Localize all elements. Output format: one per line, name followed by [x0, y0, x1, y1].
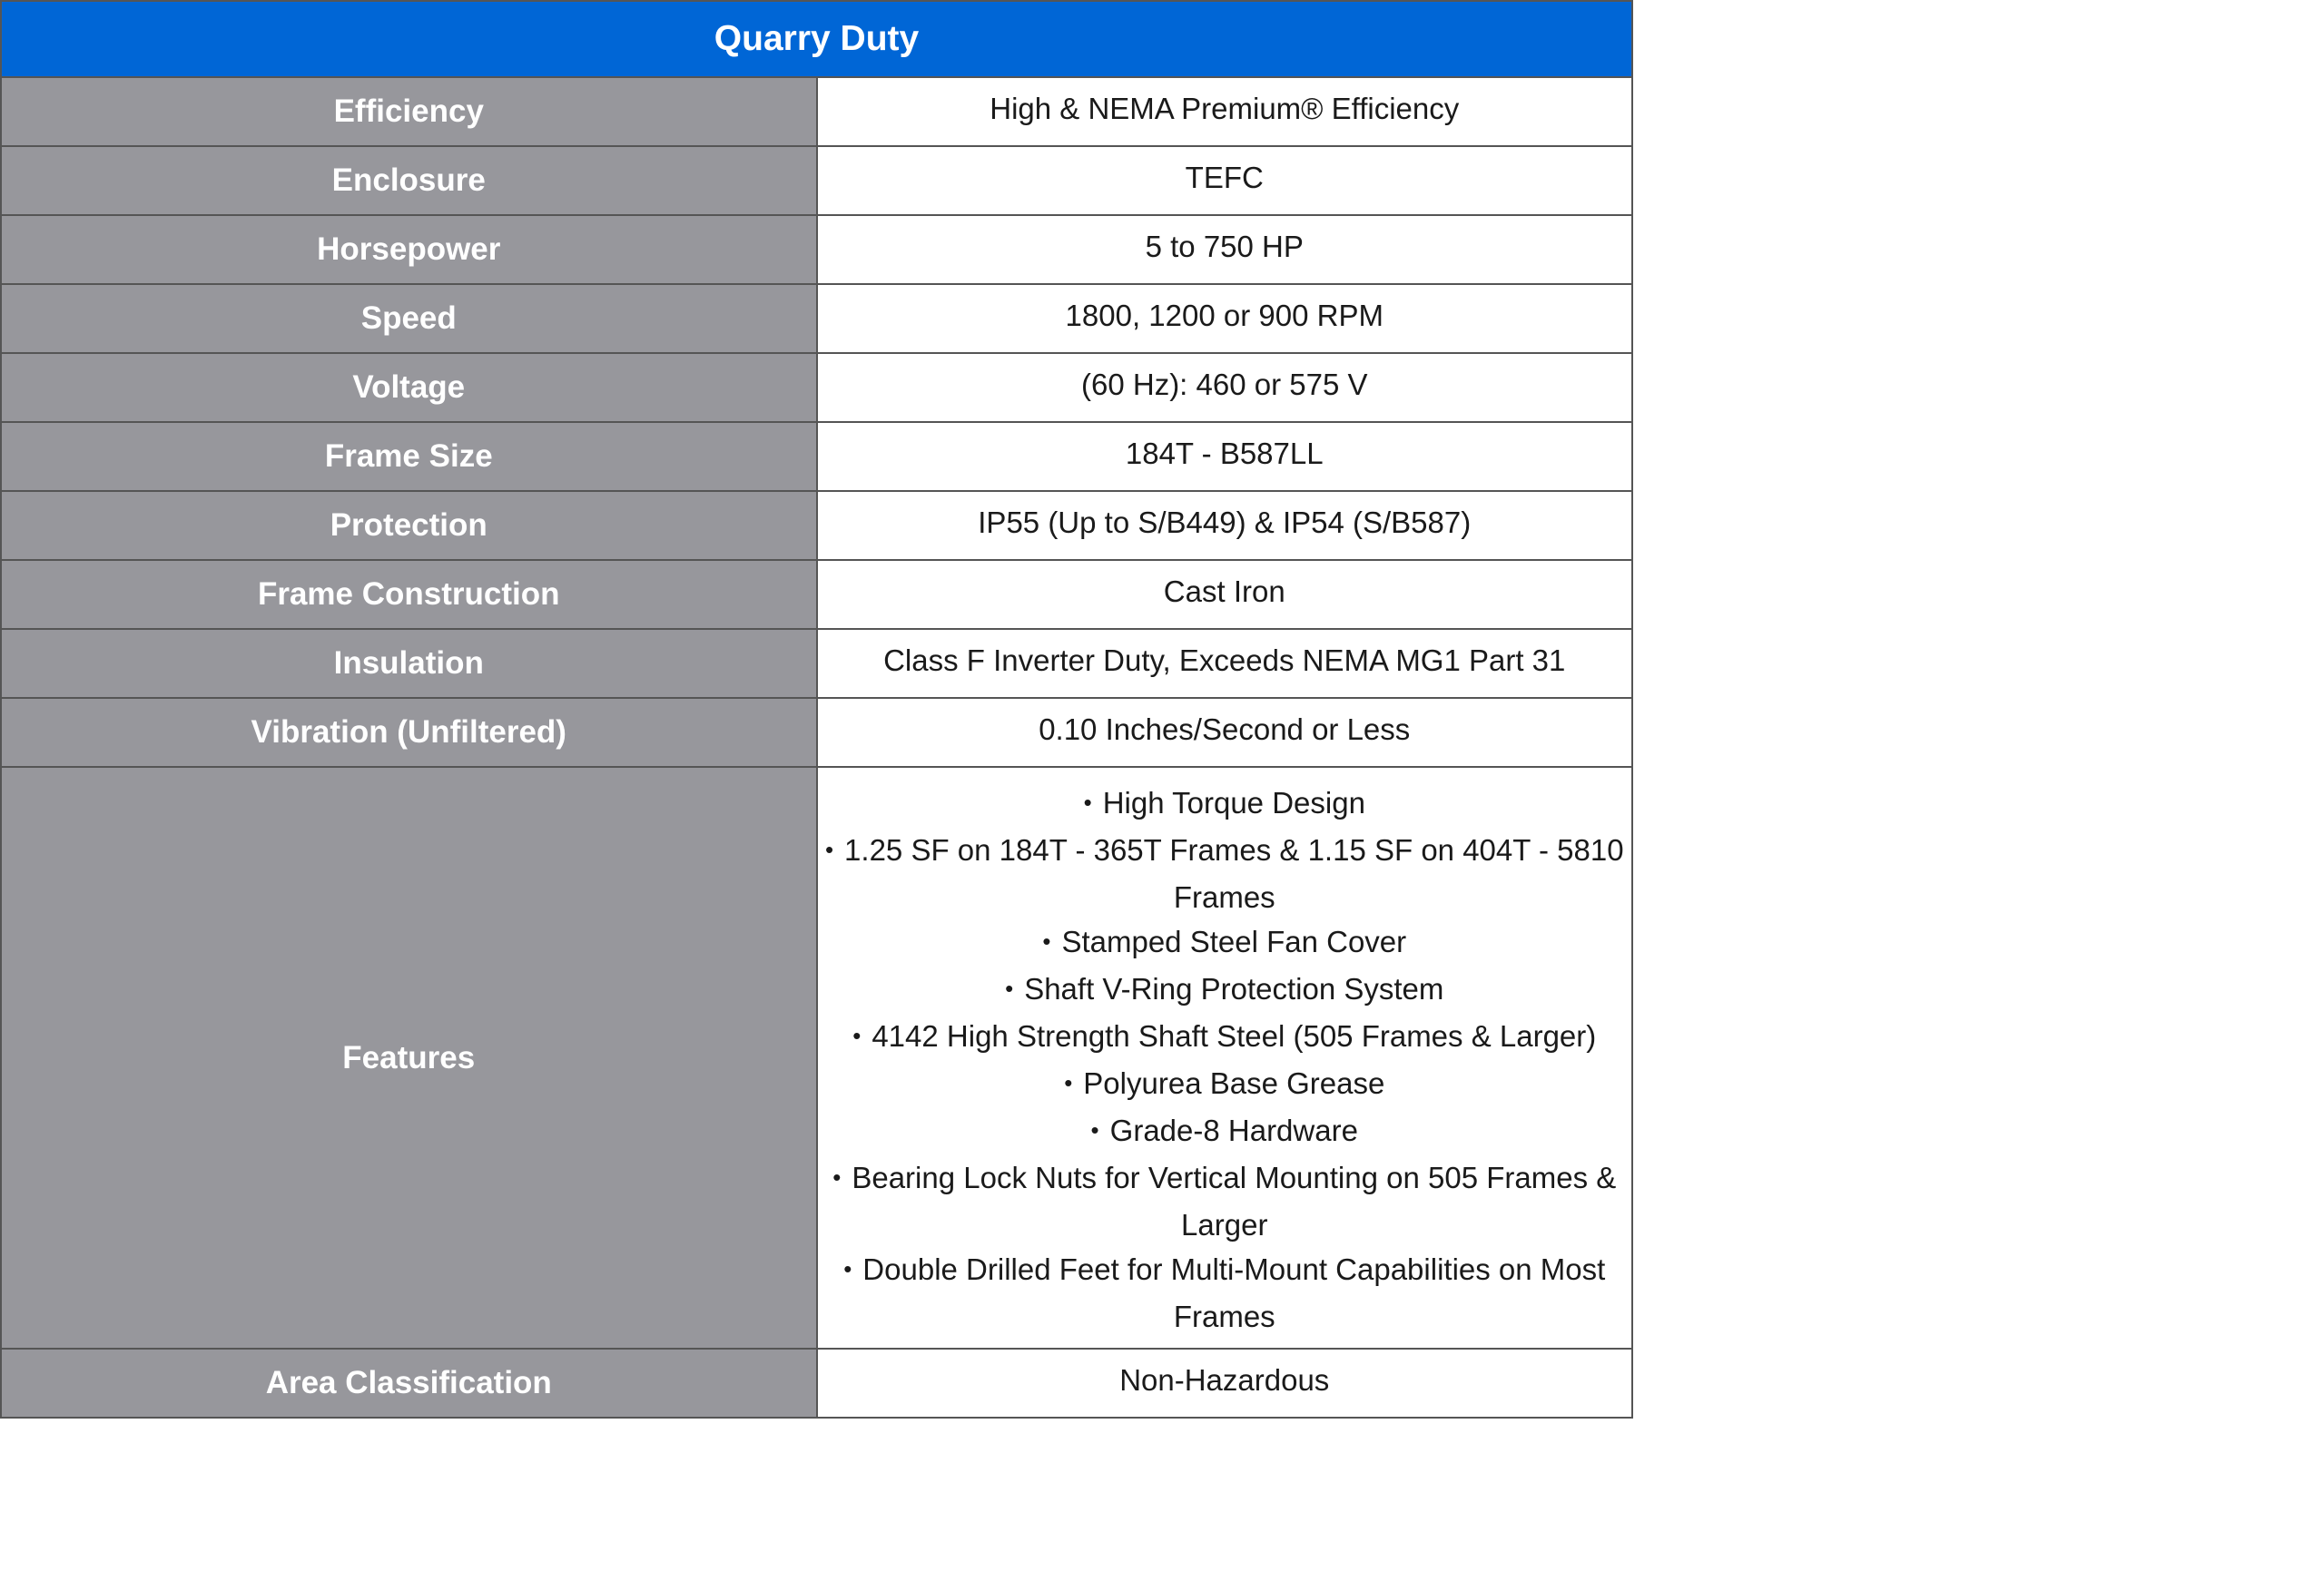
spec-value: TEFC — [1185, 161, 1264, 194]
spec-label: Vibration (Unfiltered) — [1, 698, 817, 767]
spec-value-cell — [817, 698, 1633, 767]
spec-value-cell — [817, 77, 1633, 146]
title-row — [1, 1, 1632, 77]
spec-value: 5 to 750 HP — [1145, 230, 1304, 263]
spec-value: 184T - B587LL — [1125, 437, 1324, 470]
bullet-icon: • — [1064, 1069, 1073, 1096]
spec-value-cell — [817, 629, 1633, 698]
feature-text: Polyurea Base Grease — [1083, 1066, 1385, 1100]
feature-text: High Torque Design — [1102, 786, 1365, 820]
feature-item — [818, 828, 1632, 919]
spec-value-cell — [817, 215, 1633, 284]
feature-item — [818, 1155, 1632, 1247]
table-title: Quarry Duty — [1, 1, 1632, 77]
feature-item — [818, 1247, 1632, 1339]
spec-value: IP55 (Up to S/B449) & IP54 (S/B587) — [978, 506, 1472, 539]
feature-item — [818, 919, 1632, 967]
feature-item — [818, 967, 1632, 1014]
spec-label: Efficiency — [1, 77, 817, 146]
spec-row-enclosure — [1, 146, 1632, 215]
spec-label: Horsepower — [1, 215, 817, 284]
spec-row-features — [1, 767, 1632, 1349]
spec-label: Area Classification — [1, 1349, 817, 1418]
spec-value-cell — [817, 146, 1633, 215]
spec-label: Features — [1, 767, 817, 1349]
spec-label: Enclosure — [1, 146, 817, 215]
feature-text: 4142 High Strength Shaft Steel (505 Frames & Larger) — [872, 1019, 1597, 1053]
features-cell — [817, 767, 1633, 1349]
spec-value: (60 Hz): 460 or 575 V — [1081, 368, 1368, 401]
spec-row-frame-construction — [1, 560, 1632, 629]
spec-row-horsepower — [1, 215, 1632, 284]
spec-table-body — [1, 1, 1632, 1418]
feature-text: Double Drilled Feet for Multi-Mount Capabilities on Most Frames — [862, 1252, 1606, 1333]
spec-value: High & NEMA Premium® Efficiency — [990, 92, 1460, 125]
spec-value: Cast Iron — [1163, 574, 1285, 608]
spec-label: Protection — [1, 491, 817, 560]
feature-item — [818, 1061, 1632, 1108]
spec-value-cell — [817, 284, 1633, 353]
feature-item — [818, 1014, 1632, 1061]
bullet-icon: • — [832, 1164, 842, 1191]
spec-value-cell — [817, 1349, 1633, 1418]
spec-value: Non-Hazardous — [1119, 1363, 1330, 1397]
bullet-icon: • — [843, 1255, 852, 1282]
features-list — [818, 768, 1632, 1348]
spec-label: Speed — [1, 284, 817, 353]
feature-text: Stamped Steel Fan Cover — [1061, 925, 1407, 958]
spec-row-area-classification — [1, 1349, 1632, 1418]
feature-item — [818, 781, 1632, 828]
spec-value: 0.10 Inches/Second or Less — [1039, 712, 1411, 746]
spec-label: Voltage — [1, 353, 817, 422]
spec-row-protection — [1, 491, 1632, 560]
spec-row-vibration-unfiltered — [1, 698, 1632, 767]
spec-label: Insulation — [1, 629, 817, 698]
spec-row-insulation — [1, 629, 1632, 698]
feature-text: Grade-8 Hardware — [1109, 1114, 1358, 1147]
spec-row-speed — [1, 284, 1632, 353]
feature-item — [818, 1108, 1632, 1155]
bullet-icon: • — [1090, 1116, 1099, 1144]
bullet-icon: • — [1042, 928, 1051, 955]
spec-value-cell — [817, 491, 1633, 560]
bullet-icon: • — [1005, 975, 1014, 1002]
spec-value-cell — [817, 353, 1633, 422]
feature-text: Bearing Lock Nuts for Vertical Mounting on 505 Frames & Larger — [852, 1161, 1617, 1242]
spec-label: Frame Construction — [1, 560, 817, 629]
bullet-icon: • — [824, 836, 834, 863]
feature-text: Shaft V-Ring Protection System — [1024, 972, 1444, 1006]
spec-row-efficiency — [1, 77, 1632, 146]
feature-text: 1.25 SF on 184T - 365T Frames & 1.15 SF on 404T - 5810 Frames — [844, 833, 1624, 914]
spec-value-cell — [817, 560, 1633, 629]
spec-label: Frame Size — [1, 422, 817, 491]
spec-value: Class F Inverter Duty, Exceeds NEMA MG1 Part 31 — [883, 643, 1566, 677]
spec-row-voltage — [1, 353, 1632, 422]
bullet-icon: • — [852, 1022, 862, 1049]
spec-row-frame-size — [1, 422, 1632, 491]
bullet-icon: • — [1083, 789, 1092, 816]
spec-value: 1800, 1200 or 900 RPM — [1065, 299, 1384, 332]
spec-value-cell — [817, 422, 1633, 491]
